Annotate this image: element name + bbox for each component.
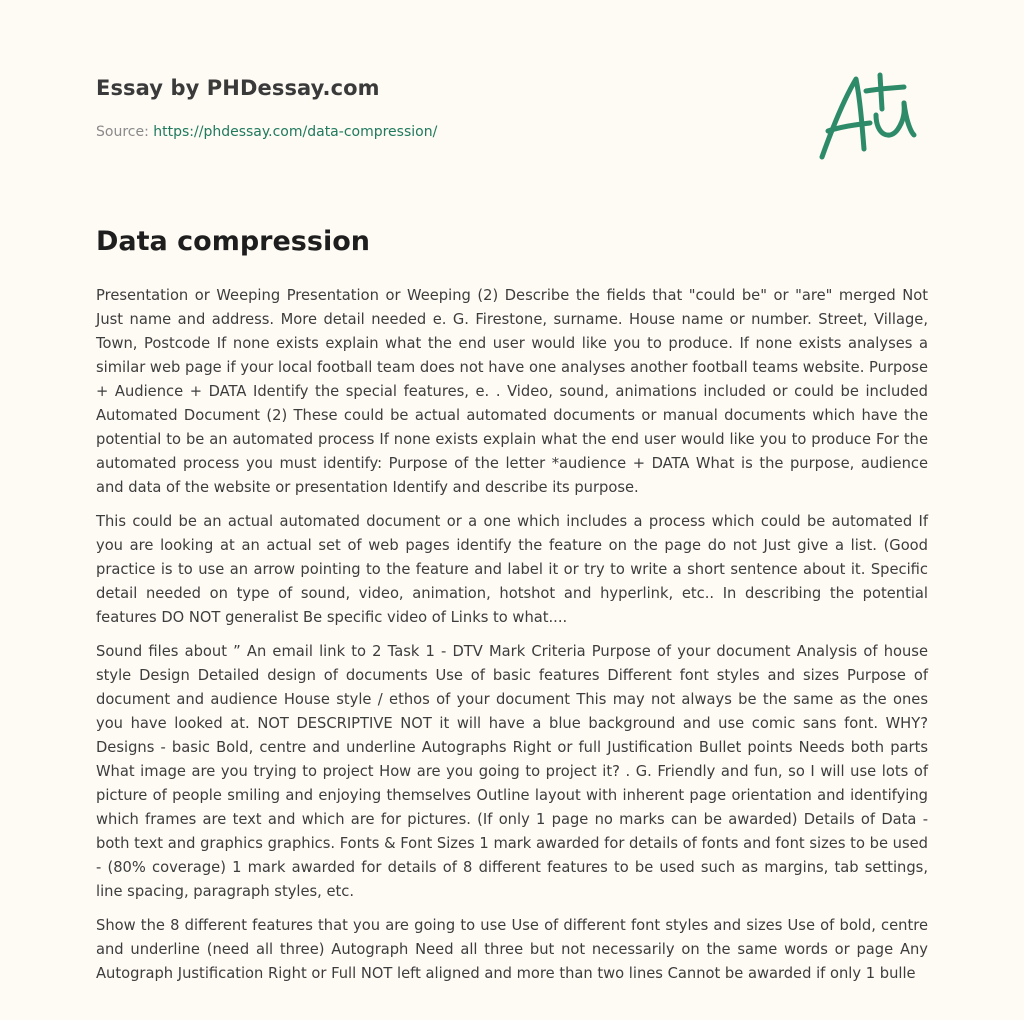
source-line — [96, 124, 437, 140]
page-header — [96, 72, 928, 182]
a-plus-logo-icon — [818, 69, 928, 165]
essay-paragraph: Sound files about ” An email link to 2 Task 1 - DTV Mark Criteria Purpose of your document Analysis of house style Design Detailed design of documents Use of basic features Different font styles and sizes Purpose of document and audience House style / ethos of your document This may not always be the same as the ones you have looked at. NOT DESCRIPTIVE NOT it will have a blue background and use comic sans font. WHY? Designs - basic Bold, centre and underline Autographs Right or full Justification Bullet points Needs both parts What image are you trying to project How are you going to project it? . G. Friendly and fun, so I will use lots of picture of people smiling and enjoying themselves Outline layout with inherent page orientation and identifying which frames are text and which are for pictures. (If only 1 page no marks can be awarded) Details of Data - both text and graphics graphics. Fonts & Font Sizes 1 mark awarded for details of fonts and font sizes to be used - (80% coverage) 1 mark awarded for details of 8 different features to be used such as margins, tab settings, line spacing, paragraph styles, etc. — [96, 643, 928, 900]
essay-paragraph: Show the 8 different features that you are going to use Use of different font styles and sizes Use of bold, centre and underline (need all three) Autograph Need all three but not necessarily on the same words or page Any Autograph Justification Right or Full NOT left aligned and more than two lines Cannot be awarded if only 1 bulle — [96, 917, 928, 982]
essay-body — [96, 284, 928, 996]
essay-paragraph: This could be an actual automated document or a one which includes a process which could be automated If you are looking at an actual set of web pages identify the feature on the page do not Just give a list. (Good practice is to use an arrow pointing to the feature and label it or try to write a short sentence about it. Specific detail needed on type of sound, video, animation, hotshot and hyperlink, etc.. In describing the potential features DO NOT generalist Be specific video of Links to what.... — [96, 513, 928, 626]
source-link[interactable]: https://phdessay.com/data-compression/ — [153, 124, 438, 140]
document-title: Data compression — [96, 226, 370, 257]
essay-paragraph: Presentation or Weeping Presentation or Weeping (2) Describe the fields that "could be" or "are" merged Not Just name and address. More detail needed e. G. Firestone, surname. House name or number. Street, Village, Town, Postcode If none exists explain what the end user would like you to produce. If none exists analyses a similar web page if your local football team does not have one analyses another football teams website. Purpose + Audience + DATA Identify the special features, e. . Video, sound, animations included or could be included Automated Document (2) These could be actual automated documents or manual documents which have the potential to be an automated process If none exists explain what the end user would like you to produce For the automated process you must identify: Purpose of the letter *audience + DATA What is the purpose, audience and data of the website or presentation Identify and describe its purpose. — [96, 287, 928, 496]
source-label: Source: — [96, 124, 149, 140]
site-title: Essay by PHDessay.com — [96, 76, 380, 100]
